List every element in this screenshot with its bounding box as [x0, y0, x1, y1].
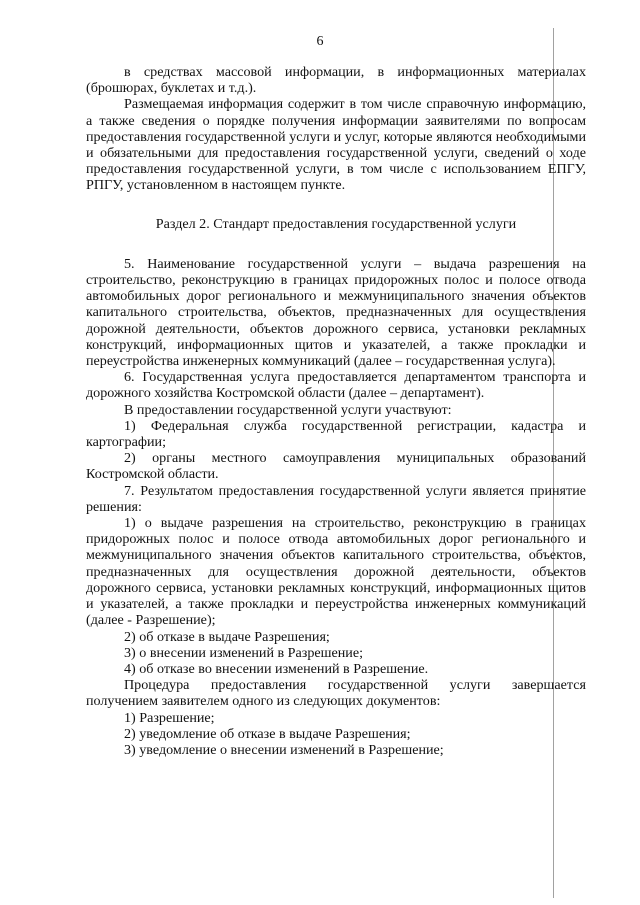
paragraph: Размещаемая информация содержит в том числе справочную информацию, а также сведения о порядке получения информации заявителями по вопросам предоставления государственной услуги и услуг, которые являются необходимыми и обязательными для предоставления государственной услуги, сведений о ходе предоставления государственной услуги, в том числе с использованием ЕПГУ, РПГУ, установленном в настоящем пункте.: [86, 96, 586, 194]
list-item: 3) о внесении изменений в Разрешение;: [124, 644, 364, 661]
list-item: 1) Разрешение;: [124, 709, 215, 726]
paragraph: в средствах массовой информации, в информационных материалах (брошюрах, буклетах и т.д.).: [86, 64, 586, 97]
paragraph: В предоставлении государственной услуги участвуют:: [124, 401, 452, 418]
list-item: 4) об отказе во внесении изменений в Разрешение.: [124, 660, 429, 677]
list-item: 2) органы местного самоуправления муниципальных образований Костромской области.: [86, 450, 586, 483]
list-item: 2) уведомление об отказе в выдаче Разрешения;: [124, 725, 411, 742]
list-item: 1) о выдаче разрешения на строительство, реконструкцию в границах придорожных полос и полосе отвода автомобильных дорог регионального и межмуниципального значения объектов капитального строительства, объектов, предназначенных для осуществления дорожной деятельности, объектов дорожного сервиса, установки рекламных конструкций, информационных щитов и указателей, а также прокладки и переустройства инженерных коммуникаций (далее - Разрешение);: [86, 515, 586, 629]
page-number: 6: [316, 34, 324, 49]
document-body: [86, 64, 586, 758]
paragraph: 7. Результатом предоставления государственной услуги является принятие решения:: [86, 482, 586, 515]
section-heading: Раздел 2. Стандарт предоставления государственной услуги: [155, 215, 517, 232]
paragraph: 6. Государственная услуга предоставляется департаментом транспорта и дорожного хозяйства Костромской области (далее – департамент).: [86, 369, 586, 402]
list-item: 2) об отказе в выдаче Разрешения;: [124, 628, 330, 645]
paragraph: 5. Наименование государственной услуги – выдача разрешения на строительство, реконструкцию в границах придорожных полос и полосе отвода автомобильных дорог регионального и межмуниципального значения объектов капитального строительства, объектов, предназначенных для осуществления дорожной деятельности, объектов дорожного сервиса, установки рекламных конструкций, информационных щитов и указателей, а также прокладки и переустройства инженерных коммуникаций (далее – государственная услуга).: [86, 255, 586, 370]
list-item: 1) Федеральная служба государственной регистрации, кадастра и картографии;: [86, 417, 586, 451]
paragraph: Процедура предоставления государственной услуги завершается получением заявителем одного из следующих документов:: [86, 677, 586, 710]
list-item: 3) уведомление о внесении изменений в Разрешение;: [124, 741, 444, 758]
